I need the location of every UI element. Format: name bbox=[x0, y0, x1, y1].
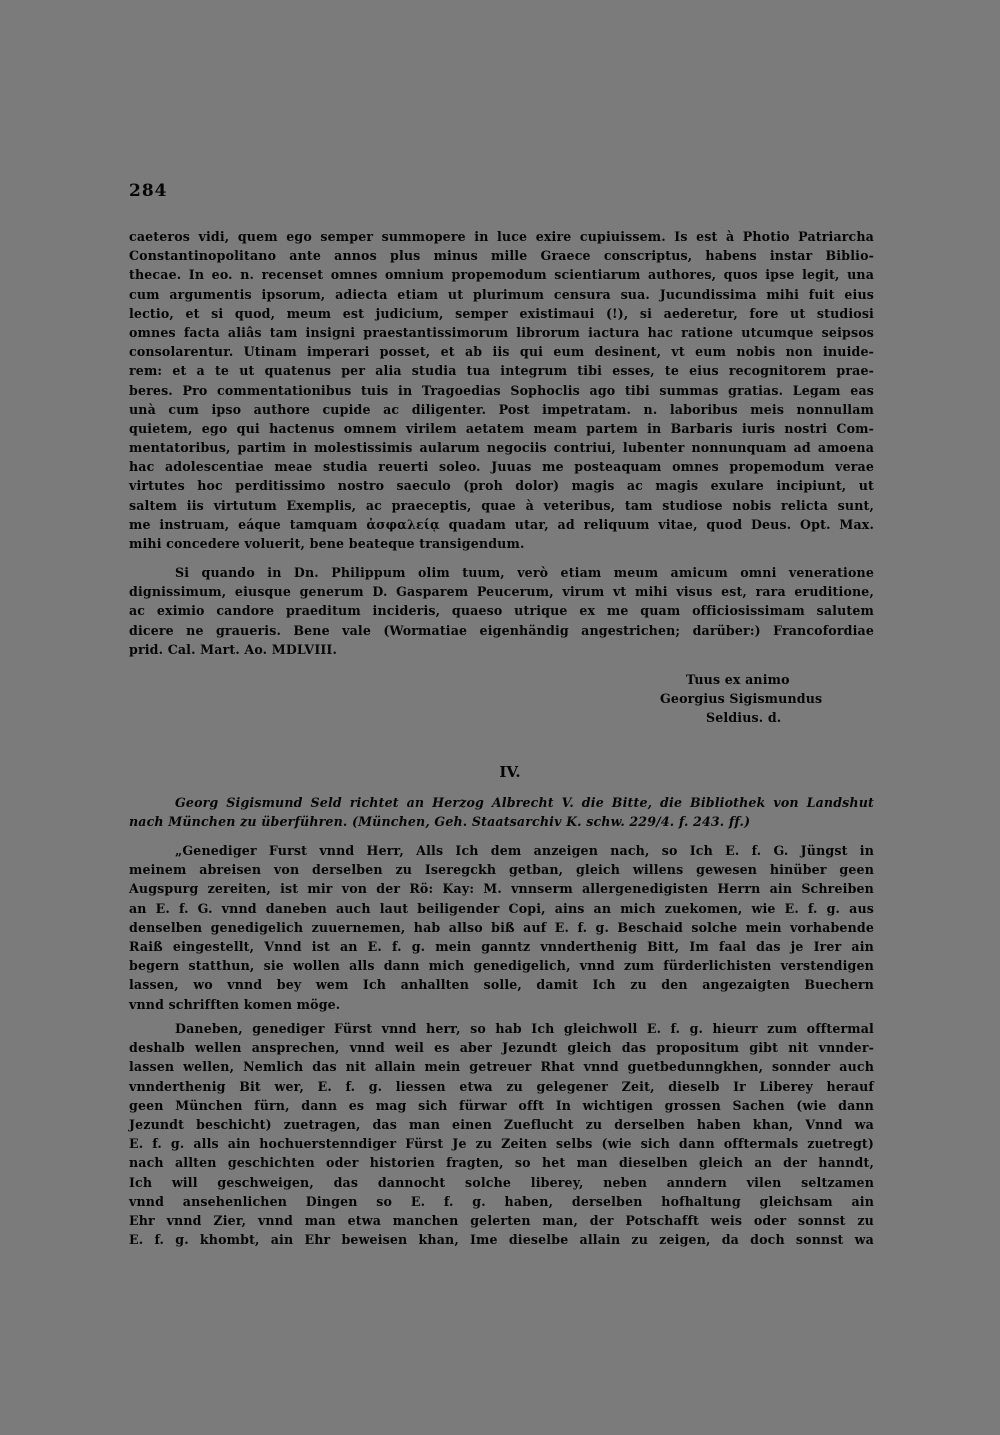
text-line: prid. Cal. Mart. Ao. MDLVIII. bbox=[129, 641, 337, 657]
signature-line: Tuus ex animo bbox=[686, 672, 790, 687]
text-line: cum argumentis ipsorum, adiecta etiam ut plurimum censura sua. Jucundissima mihi fuit eius bbox=[129, 286, 874, 302]
caption-line: nach München zu überführen. (München, Geh. Staatsarchiv K. schw. 229/4. f. 243. ff.) bbox=[129, 814, 751, 830]
page-number: 284 bbox=[129, 181, 168, 201]
text-line: virtutes hoc perditissimo nostro saeculo (proh dolor) magis ac magis exulare incipiunt, ut bbox=[129, 478, 874, 494]
text-line: Augspurg zereiten, ist mir von der Rö: Kay: M. vnnserm allergenedigisten Herrn ain Schreiben bbox=[129, 881, 874, 897]
text-line: Raiß eingestellt, Vnnd ist an E. f. g. mein ganntz vnnderthenig Bitt, Im faal das je Irer ain bbox=[129, 938, 874, 954]
text-line: E. f. g. khombt, ain Ehr beweisen khan, Ime dieselbe allain zu zeigen, da doch sonnst wa bbox=[129, 1232, 874, 1248]
document-caption bbox=[129, 793, 874, 831]
text-line: meinem abreisen von derselben zu Iseregckh getban, gleich willens gewesen hinüber geen bbox=[129, 862, 874, 878]
text-line: Daneben, genediger Fürst vnnd herr, so hab Ich gleichwoll E. f. g. hieurr zum offtermal bbox=[175, 1021, 874, 1036]
signature-line: Seldius. d. bbox=[706, 710, 782, 726]
text-line: begern statthun, sie wollen alls dann mich genedigelich, vnnd zum fürderlichisten verstendigen bbox=[129, 958, 874, 974]
text-line: consolarentur. Utinam imperari posset, et ab iis qui eum desinent, vt eum nobis non inuide- bbox=[129, 344, 874, 360]
text-line: hac adolescentiae meae studia reuerti soleo. Juuas me posteaquam omnes propemodum verae bbox=[129, 459, 874, 475]
section-heading: IV. bbox=[499, 763, 521, 781]
text-line: lassen, wo vnnd bey wem Ich anhallten solle, damit Ich zu den angezaigten Buechern bbox=[129, 977, 874, 993]
text-line: vnnderthenig Bit wer, E. f. g. liessen etwa zu gelegener Zeit, dieselb Ir Liberey herauf bbox=[129, 1078, 874, 1094]
text-line: lectio, et si quod, meum est judicium, semper existimaui (!), si aederetur, fore ut studiosi bbox=[129, 305, 874, 321]
text-line: an E. f. G. vnnd daneben auch laut beiligender Copi, ains an mich zuekomen, wie E. f. g. aus bbox=[129, 900, 874, 916]
text-line: „Genediger Furst vnnd Herr, Alls Ich dem anzeigen nach, so Ich E. f. G. Jüngst in bbox=[175, 843, 874, 858]
text-line: Jezundt beschicht) zuetragen, das man einen Zueflucht zu derselben haben khan, Vnnd wa bbox=[129, 1116, 874, 1132]
text-line: vnnd schrifften komen möge. bbox=[129, 996, 341, 1012]
text-line: unà cum ipso authore cupide ac diligenter. Post impetratam. n. laboribus meis nonnullam bbox=[129, 401, 874, 417]
paragraph-letter-closing bbox=[129, 563, 874, 659]
text-line: Ehr vnnd Zier, vnnd man etwa manchen gelerten man, der Potschafft weis oder sonnst zu bbox=[129, 1212, 874, 1228]
text-line: nach allten geschichten oder historien fragten, so het man dieselben gleich an der hanndt, bbox=[129, 1155, 874, 1171]
text-line: thecae. In eo. n. recenset omnes omnium propemodum scientiarum authores, quos ipse legit, una bbox=[129, 267, 874, 283]
text-line: Si quando in Dn. Philippum olim tuum, verò etiam meum amicum omni veneratione bbox=[175, 565, 874, 580]
text-line: mentatoribus, partim in molestissimis aularum negociis contriui, lubenter nonnunquam ad amoena bbox=[129, 440, 874, 456]
text-line: caeteros vidi, quem ego semper summopere in luce exire cupiuissem. Is est à Photio Patriarcha bbox=[129, 229, 874, 244]
text-line: me instruam, eáque tamquam ἀσφαλείᾳ quadam utar, ad reliquum vitae, quod Deus. Opt. Max. bbox=[129, 516, 874, 532]
caption-line: Georg Sigismund Seld richtet an Herzog Albrecht V. die Bitte, die Bibliothek von Landshut bbox=[175, 795, 874, 810]
text-line: Constantinopolitano ante annos plus minus mille Graece conscriptus, habens instar Biblio- bbox=[129, 248, 874, 264]
text-line: saltem iis virtutum Exemplis, ac praeceptis, quae à veteribus, tam studiose nobis relicta sunt, bbox=[129, 497, 874, 513]
text-line: denselben genedigelich zuuernemen, hab allso biß auf E. f. g. Beschaid solche mein vorhabende bbox=[129, 919, 874, 935]
text-line: vnnd ansehenlichen Dingen so E. f. g. haben, derselben hofhaltung gleichsam ain bbox=[129, 1193, 874, 1209]
text-line: rem: et a te ut quatenus per alia studia tua integrum tibi esses, te eius recognitorem prae- bbox=[129, 363, 874, 379]
text-line: deshalb wellen ansprechen, vnnd weil es aber Jezundt gleich das propositum gibt nit vnnder- bbox=[129, 1040, 874, 1056]
text-line: geen München fürn, dann es mag sich fürwar offt In wichtigen grossen Sachen (wie dann bbox=[129, 1097, 874, 1113]
paragraph-german-letter bbox=[129, 841, 874, 1014]
text-line: Ich will geschweigen, das dannocht solche liberey, neben anndern vilen seltzamen bbox=[129, 1174, 874, 1190]
signature-line: Georgius Sigismundus bbox=[660, 691, 823, 707]
signature-block bbox=[600, 670, 823, 728]
text-line: omnes facta aliâs tam insigni praestantissimorum librorum iactura hac ratione utcumque seipsos bbox=[129, 324, 874, 340]
text-line: beres. Pro commentationibus tuis in Tragoedias Sophoclis ago tibi summas gratias. Legam eas bbox=[129, 382, 874, 398]
paragraph-letter-body bbox=[129, 227, 874, 553]
text-line: dignissimum, eiusque generum D. Gasparem Peucerum, virum vt mihi visus est, rara eruditione, bbox=[129, 584, 874, 600]
text-line: quietem, ego qui hactenus omnem virilem aetatem meam partem in Barbaris iuris nostri Com- bbox=[129, 420, 874, 436]
text-line: dicere ne graueris. Bene vale (Wormatiae eigenhändig angestrichen; darüber:) Francofordiae bbox=[129, 622, 874, 638]
paragraph-german-continuation bbox=[129, 1019, 874, 1249]
text-line: mihi concedere voluerit, bene beateque transigendum. bbox=[129, 536, 525, 551]
text-line: ac eximio candore praeditum incideris, quaeso utrique ex me quam officiosissimam salutem bbox=[129, 603, 874, 619]
text-line: lassen wellen, Nemlich das nit allain mein getreuer Rhat vnnd guetbedunngkhen, sonnder auch bbox=[129, 1059, 874, 1075]
text-line: E. f. g. alls ain hochuerstenndiger Fürst Je zu Zeiten selbs (wie sich dann offtermals zuetregt) bbox=[129, 1136, 874, 1152]
